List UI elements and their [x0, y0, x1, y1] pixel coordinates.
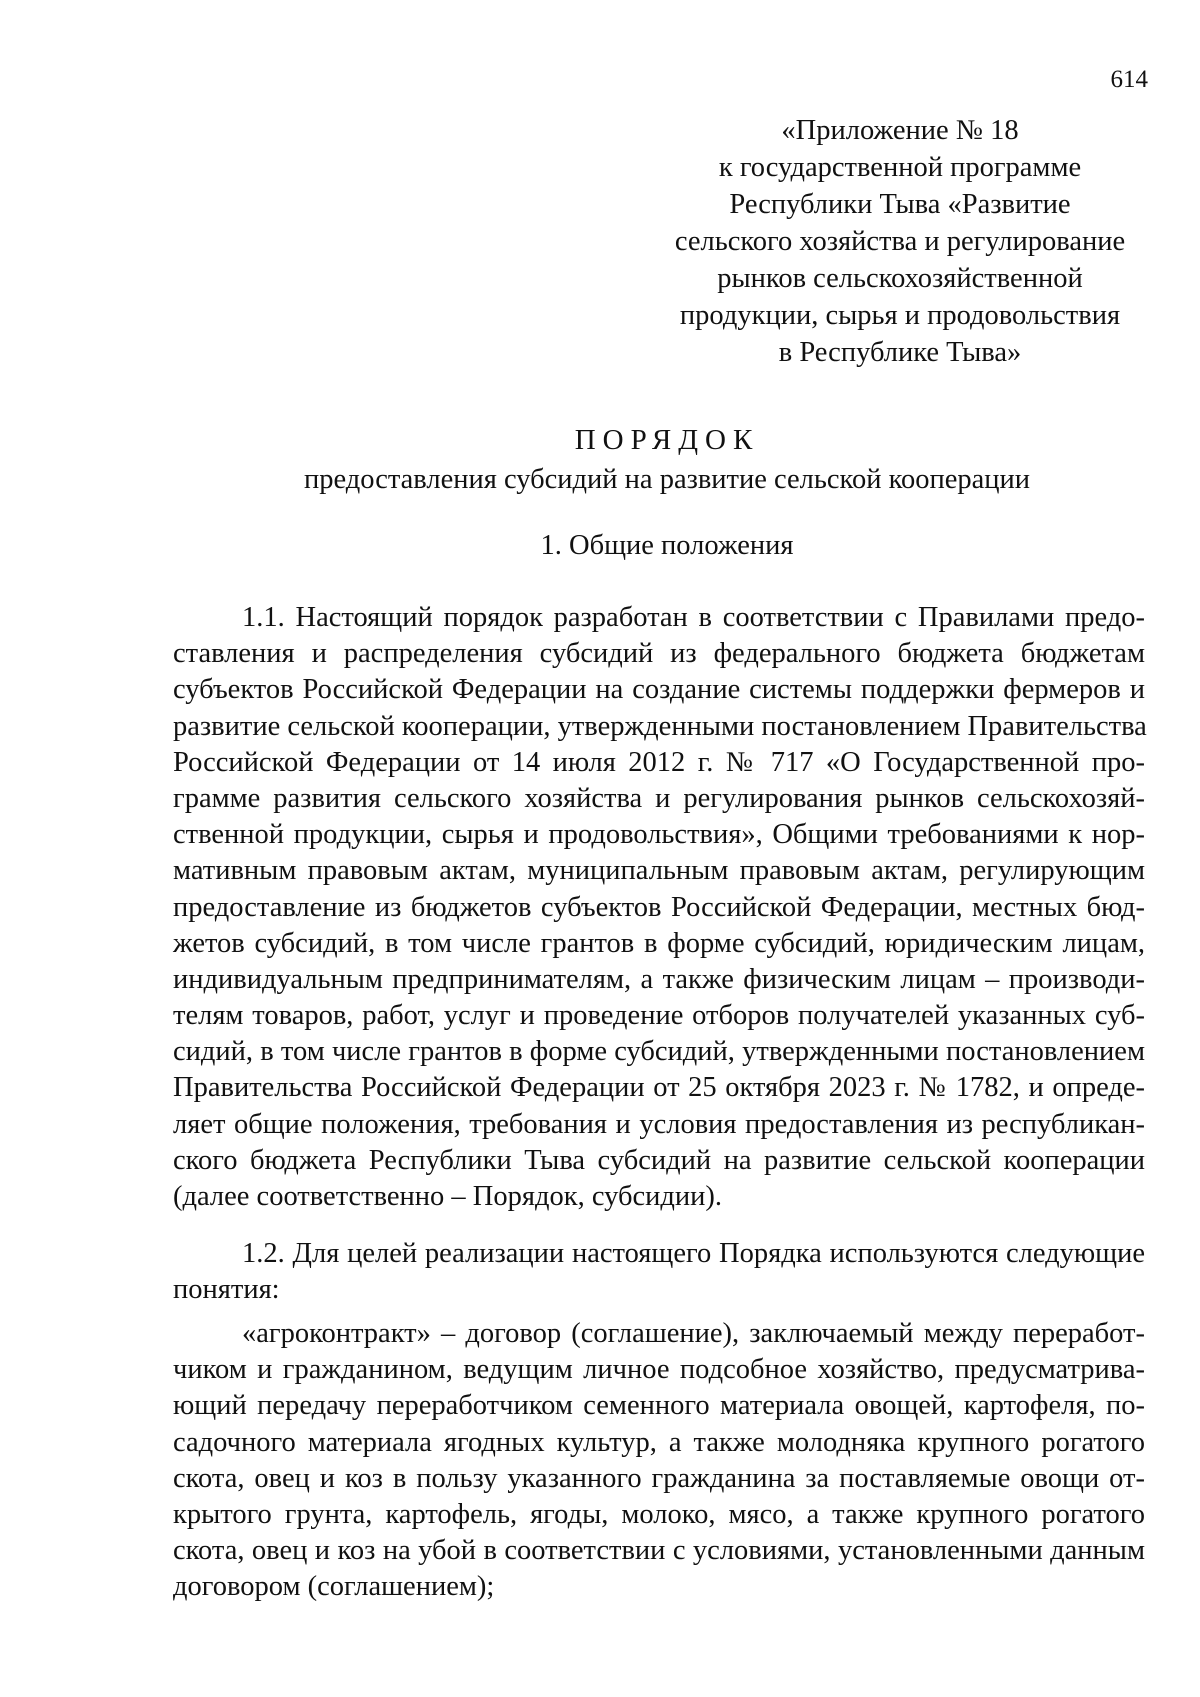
text-line: «агроконтракт» – договор (соглашение), заключаемый между переработ-	[242, 1318, 1145, 1349]
text-line: ставления и распределения субсидий из федерального бюджета бюджетам	[173, 638, 1145, 670]
text-line: мативным правовым актам, муниципальным правовым актам, регулирующим	[173, 855, 1145, 887]
annex-line: к государственной программе	[718, 152, 1082, 183]
page-number: 614	[1110, 66, 1148, 93]
text-line: чиком и гражданином, ведущим личное подсобное хозяйство, предусматрива-	[173, 1354, 1145, 1386]
text-line: ственной продукции, сырья и продовольствия», Общими требованиями к нор-	[173, 819, 1145, 851]
text-line: скота, овец и коз в пользу указанного гражданина за поставляемые овощи от-	[173, 1462, 1145, 1494]
paragraph-agrocontract	[173, 1316, 1145, 1606]
text-line: садочного материала ягодных культур, а также молодняка крупного рогатого	[173, 1426, 1145, 1458]
document-subtitle: предоставления субсидий на развитие сельской кооперации	[303, 464, 1031, 495]
annex-line: продукции, сырья и продовольствия	[679, 300, 1121, 331]
text-line: 1.1. Настоящий порядок разработан в соответствии с Правилами предо-	[242, 602, 1145, 633]
text-line: индивидуальным предпринимателям, а также физическим лицам – производи-	[173, 963, 1145, 995]
annex-line: сельского хозяйства и регулирование	[674, 226, 1126, 257]
text-line: скота, овец и коз на убой в соответствии с условиями, установленными данным	[173, 1535, 1145, 1567]
text-line: предоставление из бюджетов субъектов Российской Федерации, местных бюд-	[173, 891, 1145, 923]
text-line: ского бюджета Республики Тыва субсидий на развитие сельской кооперации	[173, 1144, 1145, 1176]
text-line: (далее соответственно – Порядок, субсидии).	[173, 1181, 723, 1212]
annex-line: Республики Тыва «Развитие	[729, 189, 1071, 220]
text-line: крытого грунта, картофель, ягоды, молоко, мясо, а также крупного рогатого	[173, 1498, 1145, 1530]
text-line: ляет общие положения, требования и условия предоставления из республикан-	[173, 1108, 1145, 1140]
text-line: сидий, в том числе грантов в форме субсидий, утвержденными постановлением	[173, 1036, 1145, 1068]
text-line: развитие сельской кооперации, утвержденными постановлением Правительства	[173, 710, 1147, 742]
annex-header	[640, 112, 1160, 371]
annex-line: «Приложение № 18	[781, 115, 1019, 146]
section-heading: 1. Общие положения	[540, 530, 794, 561]
annex-line: рынков сельскохозяйственной	[717, 263, 1083, 294]
text-line: жетов субсидий, в том числе грантов в форме субсидий, юридическим лицам,	[173, 927, 1145, 959]
annex-line: в Республике Тыва»	[778, 337, 1022, 368]
text-line: телям товаров, работ, услуг и проведение отборов получателей указанных суб-	[173, 1000, 1145, 1032]
text-line: грамме развития сельского хозяйства и регулирования рынков сельскохозяй-	[173, 782, 1145, 814]
text-line: Правительства Российской Федерации от 25 октября 2023 г. № 1782, и опреде-	[173, 1072, 1145, 1104]
document-title: ПОРЯДОК	[574, 424, 760, 456]
paragraph-1-1	[173, 600, 1145, 1215]
text-line: 1.2. Для целей реализации настоящего Порядка используются следующие	[242, 1238, 1145, 1269]
text-line: Российской Федерации от 14 июля 2012 г. № 717 «О Государственной про-	[173, 746, 1145, 778]
paragraph-1-2	[173, 1236, 1145, 1308]
text-line: субъектов Российской Федерации на создание системы поддержки фермеров и	[173, 674, 1145, 706]
text-line: договором (соглашением);	[173, 1571, 495, 1603]
text-line: понятия:	[173, 1274, 280, 1306]
text-line: ющий передачу переработчиком семенного материала овощей, картофеля, по-	[173, 1390, 1145, 1422]
